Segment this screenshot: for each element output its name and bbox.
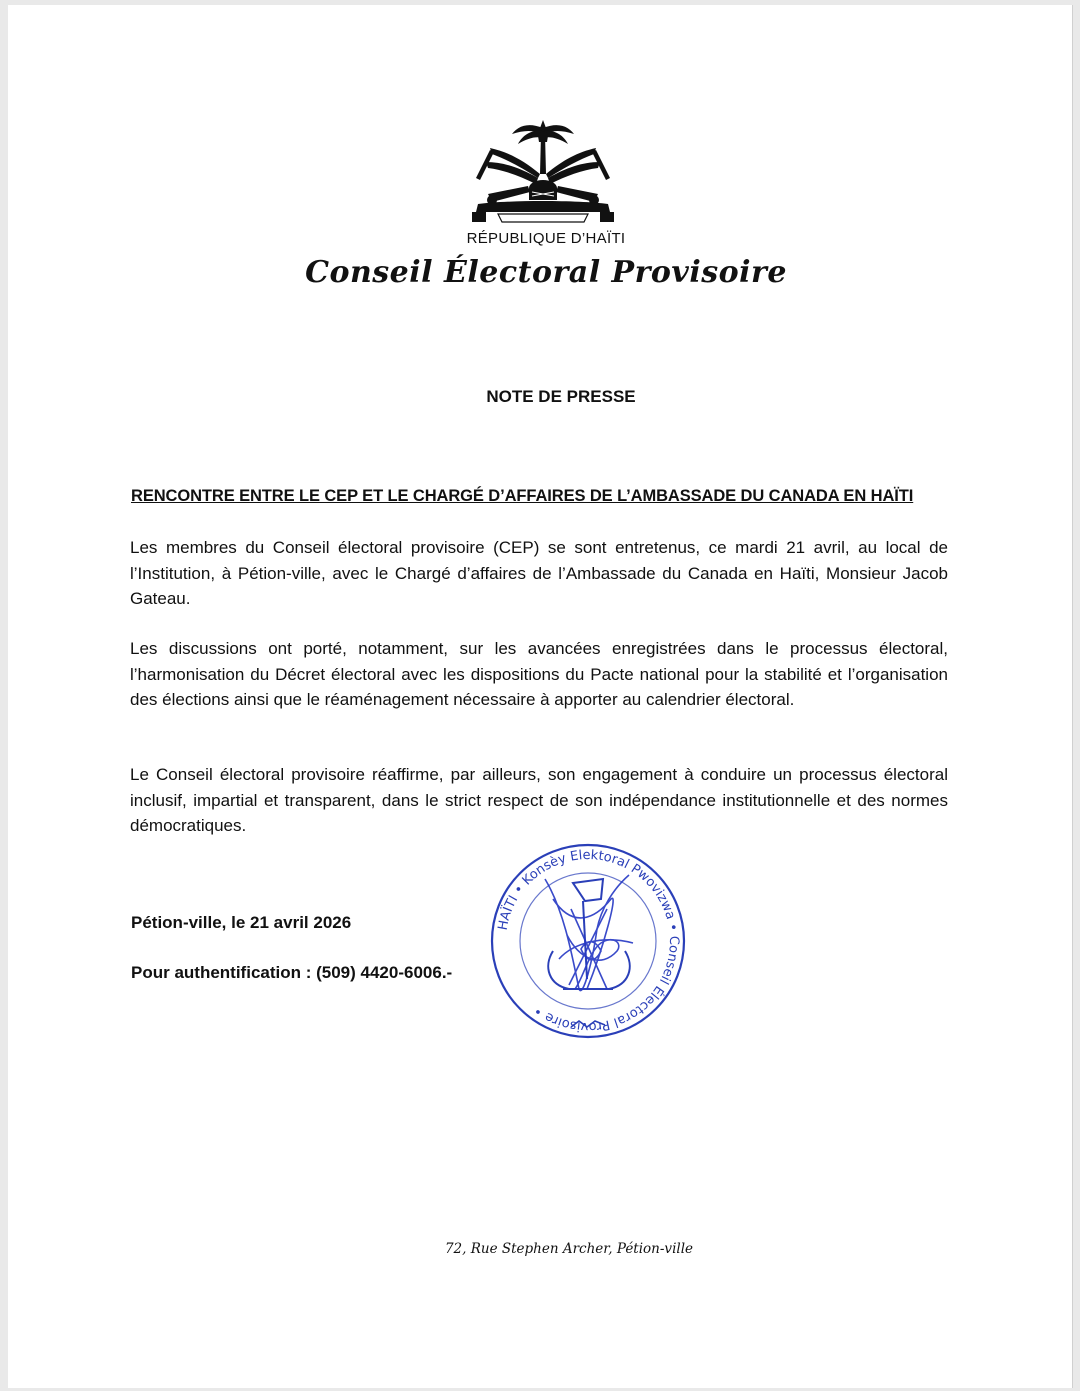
- republic-name: RÉPUBLIQUE D’HAÏTI: [466, 230, 626, 247]
- document-type-title: NOTE DE PRESSE: [486, 387, 636, 406]
- press-headline: RENCONTRE ENTRE LE CEP ET LE CHARGÉ D’AFFAIRES DE L’AMBASSADE DU CANADA EN HAÏTI: [131, 487, 914, 505]
- body-paragraph: Les discussions ont porté, notamment, sur les avancées enregistrées dans le processus électoral, l’harmonisation du Décret électoral avec les dispositions du Pacte national pour la stabilité et l’organisation des élections ainsi que le réaménagement nécessaire à apporter au calendrier électoral.: [130, 639, 948, 709]
- body-paragraph: Le Conseil électoral provisoire réaffirme, par ailleurs, son engagement à conduire un processus électoral inclusif, impartial et transparent, dans le strict respect de son indépendance institutionnelle et des normes démocratiques.: [130, 765, 948, 835]
- body-paragraph: Les membres du Conseil électoral provisoire (CEP) se sont entretenus, ce mardi 21 avril, au local de l’Institution, à Pétion-ville, avec le Chargé d’affaires de l’Ambassade du Canada en Haïti, Monsieur Jacob Gateau.: [130, 538, 948, 608]
- authentication-phone: Pour authentification : (509) 4420-6006.-: [131, 963, 453, 982]
- haiti-coat-of-arms-emblem: [468, 116, 618, 228]
- institution-name: Conseil Électoral Provisoire: [305, 255, 787, 290]
- place-and-date: Pétion-ville, le 21 avril 2026: [131, 913, 352, 932]
- footer-address: 72, Rue Stephen Archer, Pétion-ville: [444, 1241, 694, 1257]
- stamp-text: HAÏTI • Konsèy Elektoral Pwovizwa • Conseil Électoral Provisoire •: [495, 847, 682, 1035]
- press-note-page: [8, 5, 1073, 1388]
- official-stamp-with-signature: [483, 839, 693, 1044]
